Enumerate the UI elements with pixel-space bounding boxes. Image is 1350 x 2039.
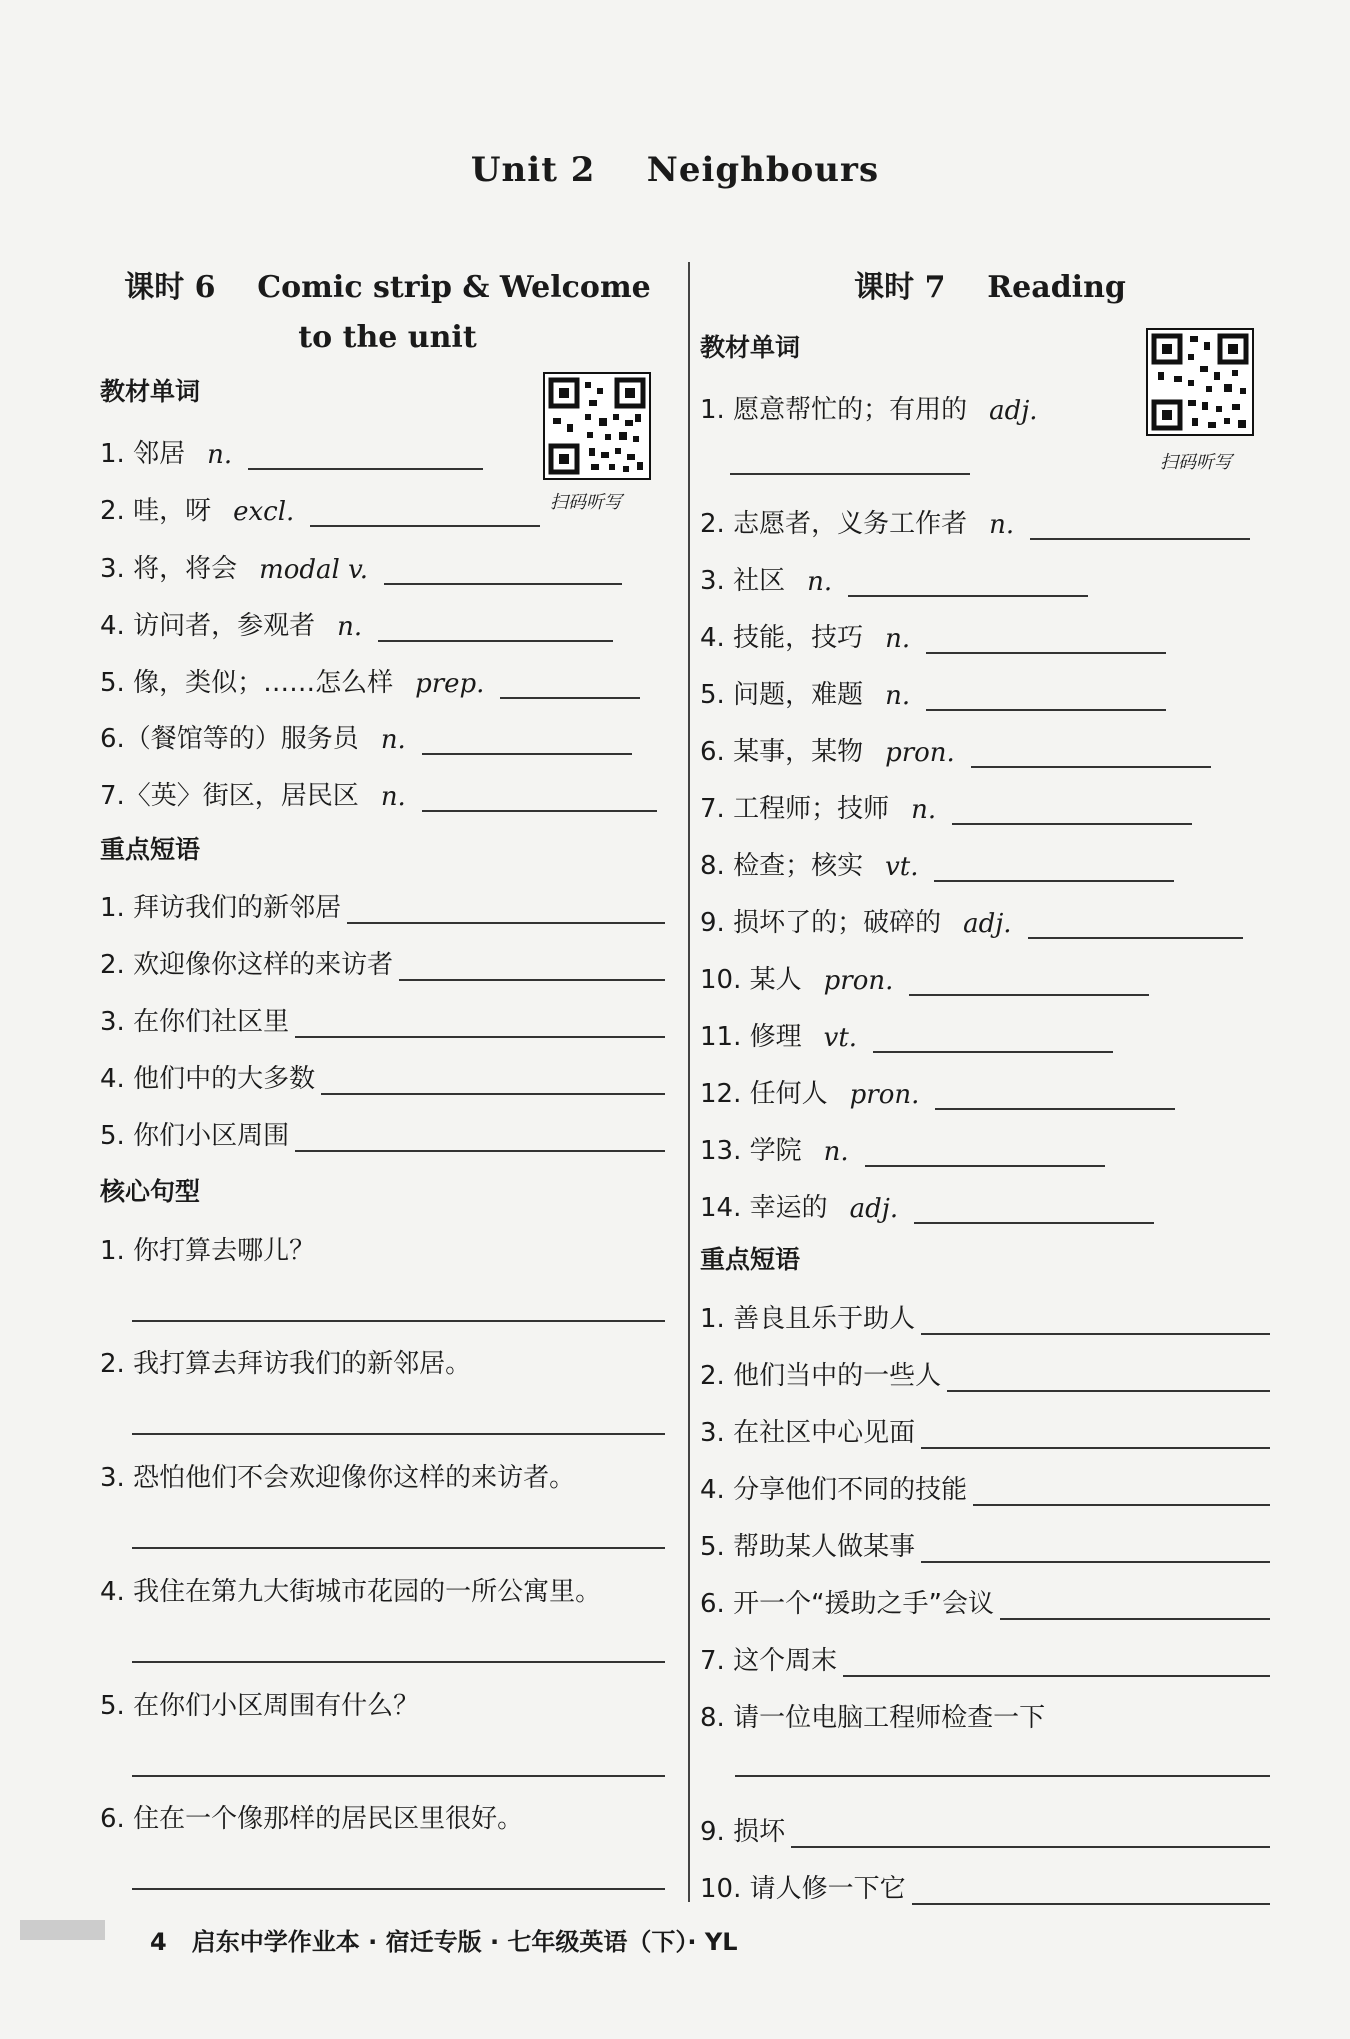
answer-line[interactable]: [730, 473, 970, 475]
left-vocab-item: 2. 哇，呀 excl.: [100, 485, 540, 527]
left-phrase-heading: 重点短语: [100, 835, 201, 864]
right-phrase-item: 7. 这个周末: [700, 1635, 1270, 1677]
qr-code-right[interactable]: [1146, 328, 1254, 436]
qr-code-icon: [545, 374, 649, 478]
answer-line[interactable]: [132, 1320, 665, 1322]
answer-blank[interactable]: [952, 813, 1192, 825]
sentence-prompt: 5. 在你们小区周围有什么？: [100, 1691, 420, 1721]
footer-bar: [20, 1920, 105, 1940]
answer-blank[interactable]: [1028, 927, 1243, 939]
answer-blank[interactable]: [321, 1083, 665, 1095]
answer-line[interactable]: [132, 1547, 665, 1549]
answer-blank[interactable]: [1000, 1608, 1270, 1620]
left-column: [100, 262, 675, 355]
sentence-prompt: 1. 你打算去哪儿？: [100, 1236, 316, 1266]
right-phrase-item: 2. 他们当中的一些人: [700, 1350, 1270, 1392]
book-title: 启东中学作业本 · 宿迁专版 · 七年级英语（下）· YL: [191, 1928, 738, 1956]
qr-label-right: 扫码听写: [1160, 452, 1232, 473]
left-vocab-item: 4. 访问者，参观者 n.: [100, 600, 613, 642]
right-vocab-item: 14. 幸运的 adj.: [700, 1182, 1154, 1224]
answer-blank[interactable]: [347, 912, 665, 924]
right-vocab-item: 11. 修理 vt.: [700, 1011, 1113, 1053]
right-vocab-item: 7. 工程师；技师 n.: [700, 783, 1192, 825]
lesson-7-title: 课时 7 Reading: [854, 270, 1126, 305]
right-phrase-item: 3. 在社区中心见面: [700, 1407, 1270, 1449]
left-phrase-item: 2. 欢迎像你这样的来访者: [100, 939, 665, 981]
page-number: 4: [150, 1928, 167, 1956]
sentence-prompt: 3. 恐怕他们不会欢迎像你这样的来访者。: [100, 1463, 576, 1493]
left-vocab-item: 5. 像，类似；……怎么样 prep.: [100, 657, 640, 699]
right-vocab-item: 5. 问题，难题 n.: [700, 669, 1166, 711]
sentence-prompt: 6. 住在一个像那样的居民区里很好。: [100, 1804, 524, 1834]
answer-blank[interactable]: [500, 687, 640, 699]
left-phrase-item: 1. 拜访我们的新邻居: [100, 882, 665, 924]
right-phrase-item: 6. 开一个“援助之手”会议: [700, 1578, 1270, 1620]
right-vocab-heading: 教材单词: [700, 333, 801, 362]
sentence-prompt: 4. 我住在第九大街城市花园的一所公寓里。: [100, 1577, 602, 1607]
right-vocab-item: 10. 某人 pron.: [700, 954, 1149, 996]
answer-blank[interactable]: [248, 458, 483, 470]
right-vocab-item: 2. 志愿者，义务工作者 n.: [700, 498, 1250, 540]
answer-blank[interactable]: [422, 800, 657, 812]
right-phrase-item: 1. 善良且乐于助人: [700, 1293, 1270, 1335]
left-vocab-item: 1. 邻居 n.: [100, 428, 483, 470]
right-phrase-heading: 重点短语: [700, 1245, 801, 1274]
left-vocab-item: 7.〈英〉街区，居民区 n.: [100, 770, 657, 812]
left-vocab-heading: 教材单词: [100, 377, 201, 406]
unit-title: Unit 2 Neighbours: [470, 150, 880, 190]
right-vocab-item: 9. 损坏了的；破碎的 adj.: [700, 897, 1243, 939]
answer-blank[interactable]: [912, 1893, 1270, 1905]
left-sentence-heading: 核心句型: [100, 1177, 201, 1206]
right-vocab-item: 8. 检查；核实 vt.: [700, 840, 1174, 882]
sentence-prompt: 2. 我打算去拜访我们的新邻居。: [100, 1349, 472, 1379]
right-vocab-item: 1. 愿意帮忙的；有用的 adj.: [700, 395, 1038, 426]
answer-blank[interactable]: [873, 1041, 1113, 1053]
right-vocab-item: 6. 某事，某物 pron.: [700, 726, 1211, 768]
answer-blank[interactable]: [310, 515, 540, 527]
answer-blank[interactable]: [926, 642, 1166, 654]
answer-blank[interactable]: [934, 870, 1174, 882]
answer-blank[interactable]: [921, 1323, 1270, 1335]
answer-blank[interactable]: [921, 1551, 1270, 1563]
left-vocab-item: 3. 将，将会 modal v.: [100, 543, 622, 585]
answer-blank[interactable]: [921, 1437, 1270, 1449]
answer-blank[interactable]: [973, 1494, 1270, 1506]
right-vocab-item: 3. 社区 n.: [700, 555, 1088, 597]
lesson-6-title: 课时 6 Comic strip & Welcome: [124, 270, 651, 305]
answer-line[interactable]: [735, 1775, 1270, 1777]
page-footer: [150, 1922, 738, 1957]
right-phrase-item: 8. 请一位电脑工程师检查一下: [700, 1703, 1046, 1733]
answer-blank[interactable]: [971, 756, 1211, 768]
right-phrase-item: 5. 帮助某人做某事: [700, 1521, 1270, 1563]
answer-blank[interactable]: [935, 1098, 1175, 1110]
answer-blank[interactable]: [422, 743, 632, 755]
answer-blank[interactable]: [295, 1140, 665, 1152]
answer-line[interactable]: [132, 1888, 665, 1890]
left-vocab-item: 6.（餐馆等的）服务员 n.: [100, 713, 632, 755]
answer-blank[interactable]: [914, 1212, 1154, 1224]
answer-blank[interactable]: [848, 585, 1088, 597]
right-vocab-item: 4. 技能，技巧 n.: [700, 612, 1166, 654]
qr-code-icon: [1148, 330, 1252, 434]
answer-blank[interactable]: [295, 1026, 665, 1038]
right-phrase-item: 4. 分享他们不同的技能: [700, 1464, 1270, 1506]
answer-blank[interactable]: [399, 969, 665, 981]
answer-blank[interactable]: [1030, 528, 1250, 540]
answer-blank[interactable]: [909, 984, 1149, 996]
left-phrase-item: 3. 在你们社区里: [100, 996, 665, 1038]
answer-blank[interactable]: [865, 1155, 1105, 1167]
right-phrase-item: 10. 请人修一下它: [700, 1863, 1270, 1905]
lesson-6-subtitle: to the unit: [298, 320, 477, 355]
right-phrase-item: 9. 损坏: [700, 1806, 1270, 1848]
answer-line[interactable]: [132, 1433, 665, 1435]
column-divider: [688, 262, 690, 1902]
right-vocab-item: 13. 学院 n.: [700, 1125, 1105, 1167]
left-phrase-item: 5. 你们小区周围: [100, 1110, 665, 1152]
qr-label-left: 扫码听写: [550, 492, 622, 513]
qr-code-left[interactable]: [543, 372, 651, 480]
answer-blank[interactable]: [947, 1380, 1270, 1392]
answer-blank[interactable]: [384, 573, 622, 585]
left-phrase-item: 4. 他们中的大多数: [100, 1053, 665, 1095]
answer-blank[interactable]: [926, 699, 1166, 711]
answer-line[interactable]: [132, 1661, 665, 1663]
answer-blank[interactable]: [378, 630, 613, 642]
answer-line[interactable]: [132, 1775, 665, 1777]
answer-blank[interactable]: [843, 1665, 1270, 1677]
answer-blank[interactable]: [791, 1836, 1270, 1848]
right-vocab-item: 12. 任何人 pron.: [700, 1068, 1175, 1110]
